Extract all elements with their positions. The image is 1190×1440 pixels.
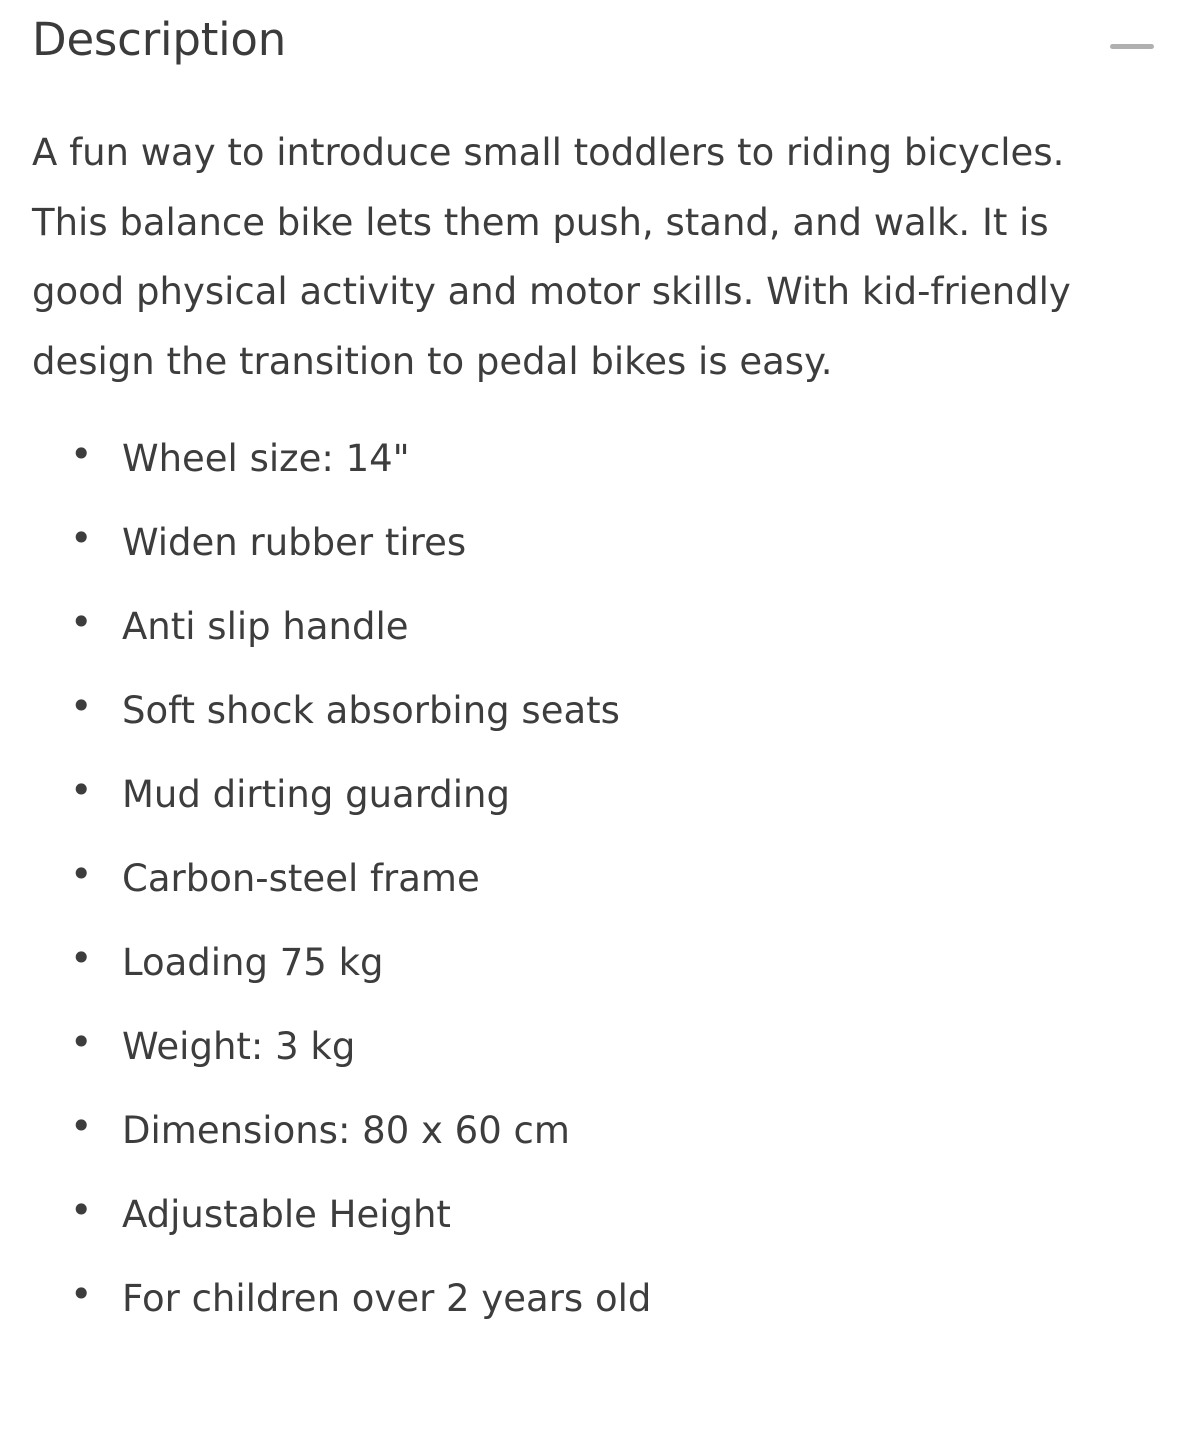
- list-item: • Dimensions: 80 x 60 cm: [32, 1112, 1158, 1196]
- list-item: • For children over 2 years old: [32, 1280, 1158, 1364]
- specification-list: [32, 437, 1158, 1364]
- description-paragraph: A fun way to introduce small toddlers to riding bicycles. This balance bike lets them push, stand, and walk. It is good physical activity and motor skills. With kid-friendly design the transition to pedal bikes is easy.: [32, 131, 1071, 383]
- list-item: • Mud dirting guarding: [32, 776, 1158, 860]
- list-item: • Weight: 3 kg: [32, 1028, 1158, 1112]
- page-title: Description: [32, 13, 287, 66]
- list-item: • Widen rubber tires: [32, 524, 1158, 608]
- minus-icon[interactable]: [1106, 20, 1158, 72]
- list-item: • Adjustable Height: [32, 1196, 1158, 1280]
- list-item: • Wheel size: 14": [32, 440, 1158, 524]
- list-item: • Soft shock absorbing seats: [32, 692, 1158, 776]
- description-section-header: [32, 0, 1158, 72]
- list-item: • Anti slip handle: [32, 608, 1158, 692]
- list-item: • Carbon-steel frame: [32, 860, 1158, 944]
- list-item: • Loading 75 kg: [32, 944, 1158, 1028]
